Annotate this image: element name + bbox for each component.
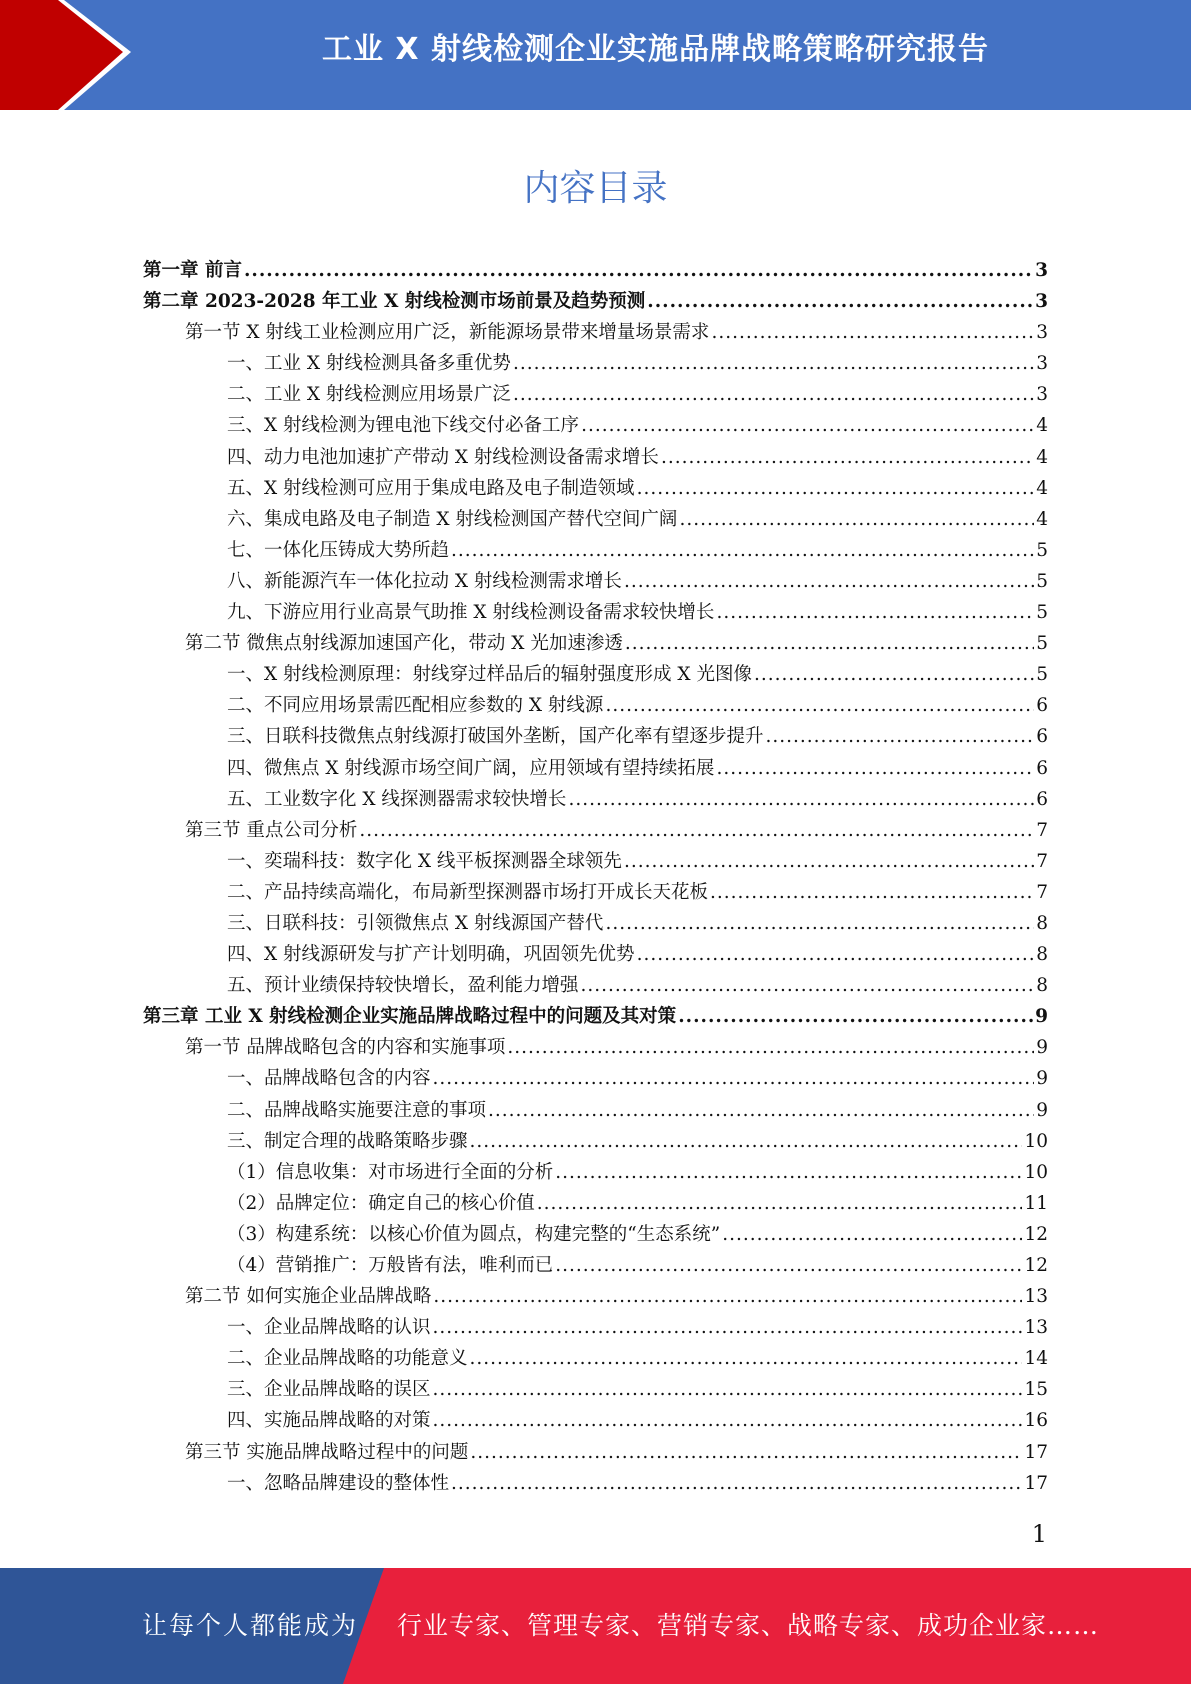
toc-entry-page: 4: [1036, 508, 1048, 530]
toc-leader-dots: [555, 1157, 1022, 1188]
toc-leader-dots: [433, 1063, 1035, 1094]
toc-entry[interactable]: [143, 908, 1048, 939]
toc-entry-page: 4: [1036, 415, 1048, 437]
toc-entry[interactable]: [143, 1001, 1048, 1032]
toc-leader-dots: [433, 1374, 1023, 1405]
toc-entry[interactable]: [143, 1343, 1048, 1374]
toc-entry[interactable]: [143, 877, 1048, 908]
toc-entry-title: 第二章 2023-2028 年工业 X 射线检测市场前景及趋势预测: [143, 291, 646, 313]
toc-entry-page: 17: [1024, 1472, 1048, 1494]
toc-leader-dots: [711, 317, 1034, 348]
toc-leader-dots: [766, 721, 1035, 752]
toc-entry-page: 3: [1035, 291, 1048, 313]
toc-entry[interactable]: [143, 1063, 1048, 1094]
toc-entry-title: 一、忽略品牌建设的整体性: [227, 1472, 450, 1494]
toc-entry-title: 一、企业品牌战略的认识: [227, 1317, 431, 1339]
toc-entry-page: 6: [1036, 788, 1048, 810]
footer-slogan-roles: 行业专家、管理专家、营销专家、战略专家、成功企业家……: [397, 1611, 1100, 1640]
toc-entry-title: 一、X 射线检测原理：射线穿过样品后的辐射强度形成 X 光图像: [227, 664, 752, 686]
toc-leader-dots: [488, 1095, 1034, 1126]
toc-entry-title: 二、不同应用场景需匹配相应参数的 X 射线源: [227, 695, 604, 717]
toc-leader-dots: [244, 255, 1033, 286]
toc-entry-page: 3: [1036, 353, 1048, 375]
toc-leader-dots: [605, 690, 1034, 721]
toc-entry[interactable]: [143, 1312, 1048, 1343]
toc-entry-page: 9: [1035, 1006, 1048, 1028]
toc-entry-title: 四、实施品牌战略的对策: [227, 1410, 431, 1432]
toc-entry-title: 九、下游应用行业高景气助推 X 射线检测设备需求较快增长: [227, 602, 715, 624]
toc-entry-title: 三、制定合理的战略策略步骤: [227, 1130, 468, 1152]
toc-heading: 内容目录: [523, 168, 668, 209]
toc-entry-page: 7: [1036, 819, 1048, 841]
toc-entry[interactable]: [143, 1405, 1048, 1436]
toc-entry[interactable]: [143, 939, 1048, 970]
toc-leader-dots: [433, 1281, 1022, 1312]
toc-leader-dots: [716, 753, 1034, 784]
toc-entry-title: 一、工业 X 射线检测具备多重优势: [227, 353, 511, 375]
toc-entry-title: 五、预计业绩保持较快增长，盈利能力增强: [227, 975, 579, 997]
toc-leader-dots: [433, 1312, 1023, 1343]
footer-slogan-lead: 让每个人都能成为: [142, 1611, 359, 1640]
toc-entry-title: 第一节 X 射线工业检测应用广泛，新能源场景带来增量场景需求: [185, 322, 710, 344]
toc-entry-page: 5: [1036, 539, 1048, 561]
toc-leader-dots: [451, 535, 1034, 566]
toc-entry[interactable]: [143, 1468, 1048, 1499]
toc-entry-page: 5: [1036, 664, 1048, 686]
toc-entry[interactable]: [143, 473, 1048, 504]
toc-entry[interactable]: [143, 379, 1048, 410]
toc-entry-title: 三、日联科技：引领微焦点 X 射线源国产替代: [227, 912, 604, 934]
toc-entry-title: 三、日联科技微焦点射线源打破国外垄断，国产化率有望逐步提升: [227, 726, 764, 748]
red-chevron-decoration: [0, 0, 160, 110]
toc-entry[interactable]: [143, 1188, 1048, 1219]
toc-entry-title: 四、动力电池加速扩产带动 X 射线检测设备需求增长: [227, 446, 659, 468]
toc-entry[interactable]: [143, 286, 1048, 317]
toc-entry-title: 七、一体化压铸成大势所趋: [227, 539, 450, 561]
toc-entry-page: 13: [1024, 1317, 1048, 1339]
table-of-contents: [143, 255, 1048, 1499]
toc-entry[interactable]: [143, 1126, 1048, 1157]
toc-leader-dots: [661, 442, 1034, 473]
toc-entry-page: 8: [1036, 975, 1048, 997]
toc-entry-page: 6: [1036, 726, 1048, 748]
toc-entry-title: 五、X 射线检测可应用于集成电路及电子制造领域: [227, 477, 635, 499]
toc-entry-title: 第一节 品牌战略包含的内容和实施事项: [185, 1037, 506, 1059]
toc-entry-page: 12: [1024, 1255, 1048, 1276]
toc-entry-title: 四、微焦点 X 射线源市场空间广阔，应用领域有望持续拓展: [227, 757, 715, 779]
toc-entry-title: 二、工业 X 射线检测应用场景广泛: [227, 384, 511, 406]
toc-leader-dots: [513, 379, 1034, 410]
toc-entry[interactable]: [143, 721, 1048, 752]
toc-entry-page: 12: [1024, 1223, 1048, 1245]
toc-entry[interactable]: [143, 410, 1048, 441]
toc-leader-dots: [470, 1126, 1023, 1157]
toc-leader-dots: [678, 1001, 1033, 1032]
toc-entry[interactable]: [143, 442, 1048, 473]
toc-entry[interactable]: [143, 846, 1048, 877]
toc-entry-page: 5: [1036, 570, 1048, 592]
toc-entry[interactable]: [143, 1095, 1048, 1126]
toc-leader-dots: [624, 846, 1034, 877]
toc-leader-dots: [470, 1343, 1023, 1374]
toc-entry-title: 四、X 射线源研发与扩产计划明确，巩固领先优势: [227, 944, 635, 966]
toc-leader-dots: [637, 473, 1035, 504]
toc-entry-page: 5: [1036, 633, 1048, 655]
toc-leader-dots: [513, 348, 1034, 379]
footer-banner: [0, 1568, 1191, 1684]
toc-leader-dots: [754, 659, 1034, 690]
toc-entry-page: 16: [1024, 1410, 1048, 1432]
toc-entry[interactable]: [143, 1281, 1048, 1312]
toc-entry-title: 二、产品持续高端化，布局新型探测器市场打开成长天花板: [227, 881, 709, 903]
toc-entry-page: 9: [1036, 1068, 1048, 1090]
toc-entry[interactable]: [143, 1219, 1048, 1250]
toc-entry[interactable]: [143, 753, 1048, 784]
toc-entry-page: 9: [1036, 1037, 1048, 1059]
toc-leader-dots: [625, 628, 1034, 659]
toc-entry-title: 八、新能源汽车一体化拉动 X 射线检测需求增长: [227, 570, 622, 592]
toc-entry[interactable]: [143, 535, 1048, 566]
toc-entry[interactable]: [143, 970, 1048, 1001]
toc-entry-title: 一、品牌战略包含的内容: [227, 1068, 431, 1090]
toc-entry[interactable]: [143, 255, 1048, 286]
toc-leader-dots: [581, 410, 1034, 441]
toc-entry[interactable]: [143, 1437, 1048, 1468]
toc-entry-page: 6: [1036, 695, 1048, 717]
toc-entry-title: 二、企业品牌战略的功能意义: [227, 1348, 468, 1370]
toc-leader-dots: [722, 1219, 1022, 1250]
toc-entry-title: 第三章 工业 X 射线检测企业实施品牌战略过程中的问题及其对策: [143, 1006, 677, 1028]
toc-entry-page: 3: [1036, 322, 1048, 344]
toc-leader-dots: [624, 566, 1034, 597]
toc-entry[interactable]: [143, 317, 1048, 348]
toc-entry-title: 三、X 射线检测为锂电池下线交付必备工序: [227, 415, 580, 437]
toc-entry-page: 4: [1036, 477, 1048, 499]
toc-entry[interactable]: [143, 690, 1048, 721]
toc-leader-dots: [359, 815, 1034, 846]
toc-entry-page: 3: [1035, 260, 1048, 281]
toc-entry-title: （3）构建系统：以核心价值为圆点，构建完整的“生态系统”: [227, 1223, 721, 1245]
toc-entry[interactable]: [143, 1374, 1048, 1405]
toc-entry[interactable]: [143, 348, 1048, 379]
toc-entry-title: 五、工业数字化 X 线探测器需求较快增长: [227, 788, 567, 810]
toc-entry[interactable]: [143, 815, 1048, 846]
toc-entry-title: （1）信息收集：对市场进行全面的分析: [227, 1161, 554, 1183]
toc-entry-page: 9: [1036, 1099, 1048, 1121]
page-number: 1: [1031, 1520, 1047, 1548]
toc-leader-dots: [716, 597, 1034, 628]
toc-entry[interactable]: [143, 597, 1048, 628]
toc-leader-dots: [507, 1032, 1034, 1063]
toc-entry-title: （2）品牌定位：确定自己的核心价值: [227, 1192, 535, 1214]
toc-leader-dots: [451, 1468, 1022, 1499]
toc-entry-title: 第三节 重点公司分析: [185, 819, 358, 841]
toc-entry-page: 6: [1036, 757, 1048, 779]
toc-entry-title: 第三节 实施品牌战略过程中的问题: [185, 1441, 469, 1463]
toc-entry-page: 7: [1036, 881, 1048, 903]
toc-entry[interactable]: [143, 1032, 1048, 1063]
toc-entry-title: 第二节 微焦点射线源加速国产化，带动 X 光加速渗透: [185, 633, 623, 655]
toc-entry[interactable]: [143, 566, 1048, 597]
toc-entry-page: 7: [1036, 850, 1048, 872]
toc-entry-page: 15: [1024, 1379, 1048, 1401]
toc-entry-title: 一、奕瑞科技：数字化 X 线平板探测器全球领先: [227, 850, 622, 872]
toc-entry-title: 第二节 如何实施企业品牌战略: [185, 1286, 432, 1308]
toc-entry[interactable]: [143, 1250, 1048, 1281]
toc-entry-page: 8: [1036, 912, 1048, 934]
toc-leader-dots: [647, 286, 1033, 317]
toc-entry-title: 第一章 前言: [143, 260, 242, 281]
toc-entry-page: 14: [1024, 1348, 1048, 1370]
toc-entry[interactable]: [143, 504, 1048, 535]
toc-entry-page: 5: [1036, 602, 1048, 624]
toc-leader-dots: [537, 1188, 1023, 1219]
toc-entry-page: 11: [1024, 1192, 1048, 1214]
toc-leader-dots: [433, 1405, 1023, 1436]
toc-entry-title: 二、品牌战略实施要注意的事项: [227, 1099, 487, 1121]
toc-entry-page: 13: [1024, 1286, 1048, 1308]
report-title: 工业 X 射线检测企业实施品牌战略策略研究报告: [321, 32, 990, 67]
toc-leader-dots: [679, 504, 1034, 535]
toc-entry-page: 3: [1036, 384, 1048, 406]
toc-entry[interactable]: [143, 628, 1048, 659]
toc-entry[interactable]: [143, 1157, 1048, 1188]
toc-leader-dots: [581, 970, 1035, 1001]
toc-entry-page: 8: [1036, 944, 1048, 966]
toc-entry-title: 六、集成电路及电子制造 X 射线检测国产替代空间广阔: [227, 508, 678, 530]
toc-entry-title: （4）营销推广：万般皆有法，唯利而已: [227, 1255, 554, 1276]
toc-leader-dots: [555, 1250, 1022, 1281]
toc-leader-dots: [470, 1437, 1022, 1468]
toc-entry-page: 10: [1024, 1130, 1048, 1152]
toc-entry[interactable]: [143, 659, 1048, 690]
toc-entry-page: 4: [1036, 446, 1048, 468]
toc-leader-dots: [568, 784, 1034, 815]
toc-entry[interactable]: [143, 784, 1048, 815]
toc-entry-page: 10: [1024, 1161, 1048, 1183]
toc-leader-dots: [605, 908, 1034, 939]
toc-entry-title: 三、企业品牌战略的误区: [227, 1379, 431, 1401]
toc-entry-page: 17: [1024, 1441, 1048, 1463]
toc-leader-dots: [710, 877, 1034, 908]
toc-leader-dots: [637, 939, 1035, 970]
header-banner: [0, 0, 1191, 110]
